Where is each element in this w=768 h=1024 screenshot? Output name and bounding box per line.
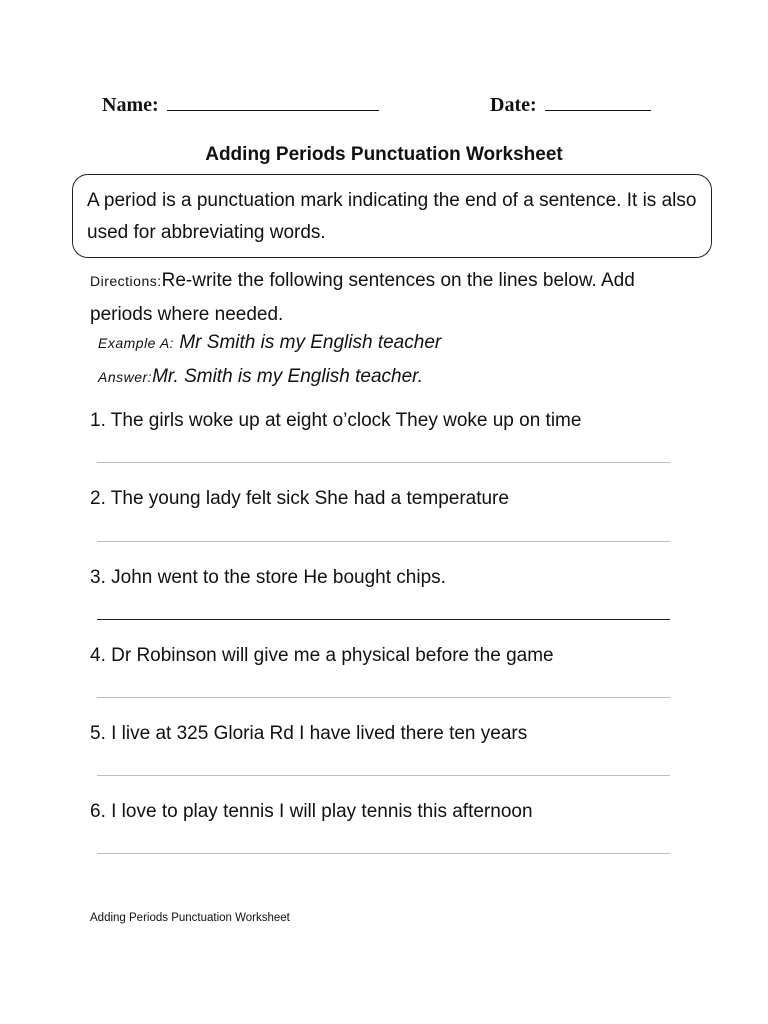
question-4: 4. Dr Robinson will give me a physical before the game — [90, 645, 554, 666]
question-3: 3. John went to the store He bought chips. — [90, 567, 446, 588]
answer-line-5[interactable] — [97, 775, 670, 776]
name-blank-line — [167, 92, 379, 111]
question-1: 1. The girls woke up at eight o’clock They woke up on time — [90, 410, 582, 431]
date-blank-line — [545, 92, 651, 111]
date-label: Date: — [490, 94, 537, 116]
example-label: Example A: — [98, 335, 175, 351]
example-text: Mr Smith is my English teacher — [179, 332, 442, 353]
example-row — [98, 332, 441, 354]
question-6: 6. I love to play tennis I will play tennis this afternoon — [90, 801, 533, 822]
footer-text: Adding Periods Punctuation Worksheet — [90, 912, 290, 924]
answer-line-6[interactable] — [97, 853, 670, 854]
question-2: 2. The young lady felt sick She had a temperature — [90, 488, 509, 509]
worksheet-title: Adding Periods Punctuation Worksheet — [205, 144, 563, 165]
definition-text: A period is a punctuation mark indicating the end of a sentence. It is also used for abbreviating words. — [87, 190, 697, 243]
answer-line-3[interactable] — [97, 619, 670, 620]
date-field — [490, 92, 651, 117]
directions-label: Directions: — [90, 273, 162, 289]
directions-text: Re-write the following sentences on the lines below. Add periods where needed. — [90, 270, 635, 325]
name-label: Name: — [102, 94, 159, 116]
question-5: 5. I live at 325 Gloria Rd I have lived there ten years — [90, 723, 528, 744]
answer-line-1[interactable] — [97, 462, 670, 463]
directions — [90, 264, 650, 331]
answer-row — [98, 366, 423, 388]
answer-text: Mr. Smith is my English teacher. — [152, 366, 424, 387]
answer-line-2[interactable] — [97, 541, 670, 542]
name-field — [102, 92, 379, 117]
definition-box — [72, 174, 712, 258]
answer-line-4[interactable] — [97, 697, 670, 698]
answer-label: Answer: — [98, 369, 153, 385]
